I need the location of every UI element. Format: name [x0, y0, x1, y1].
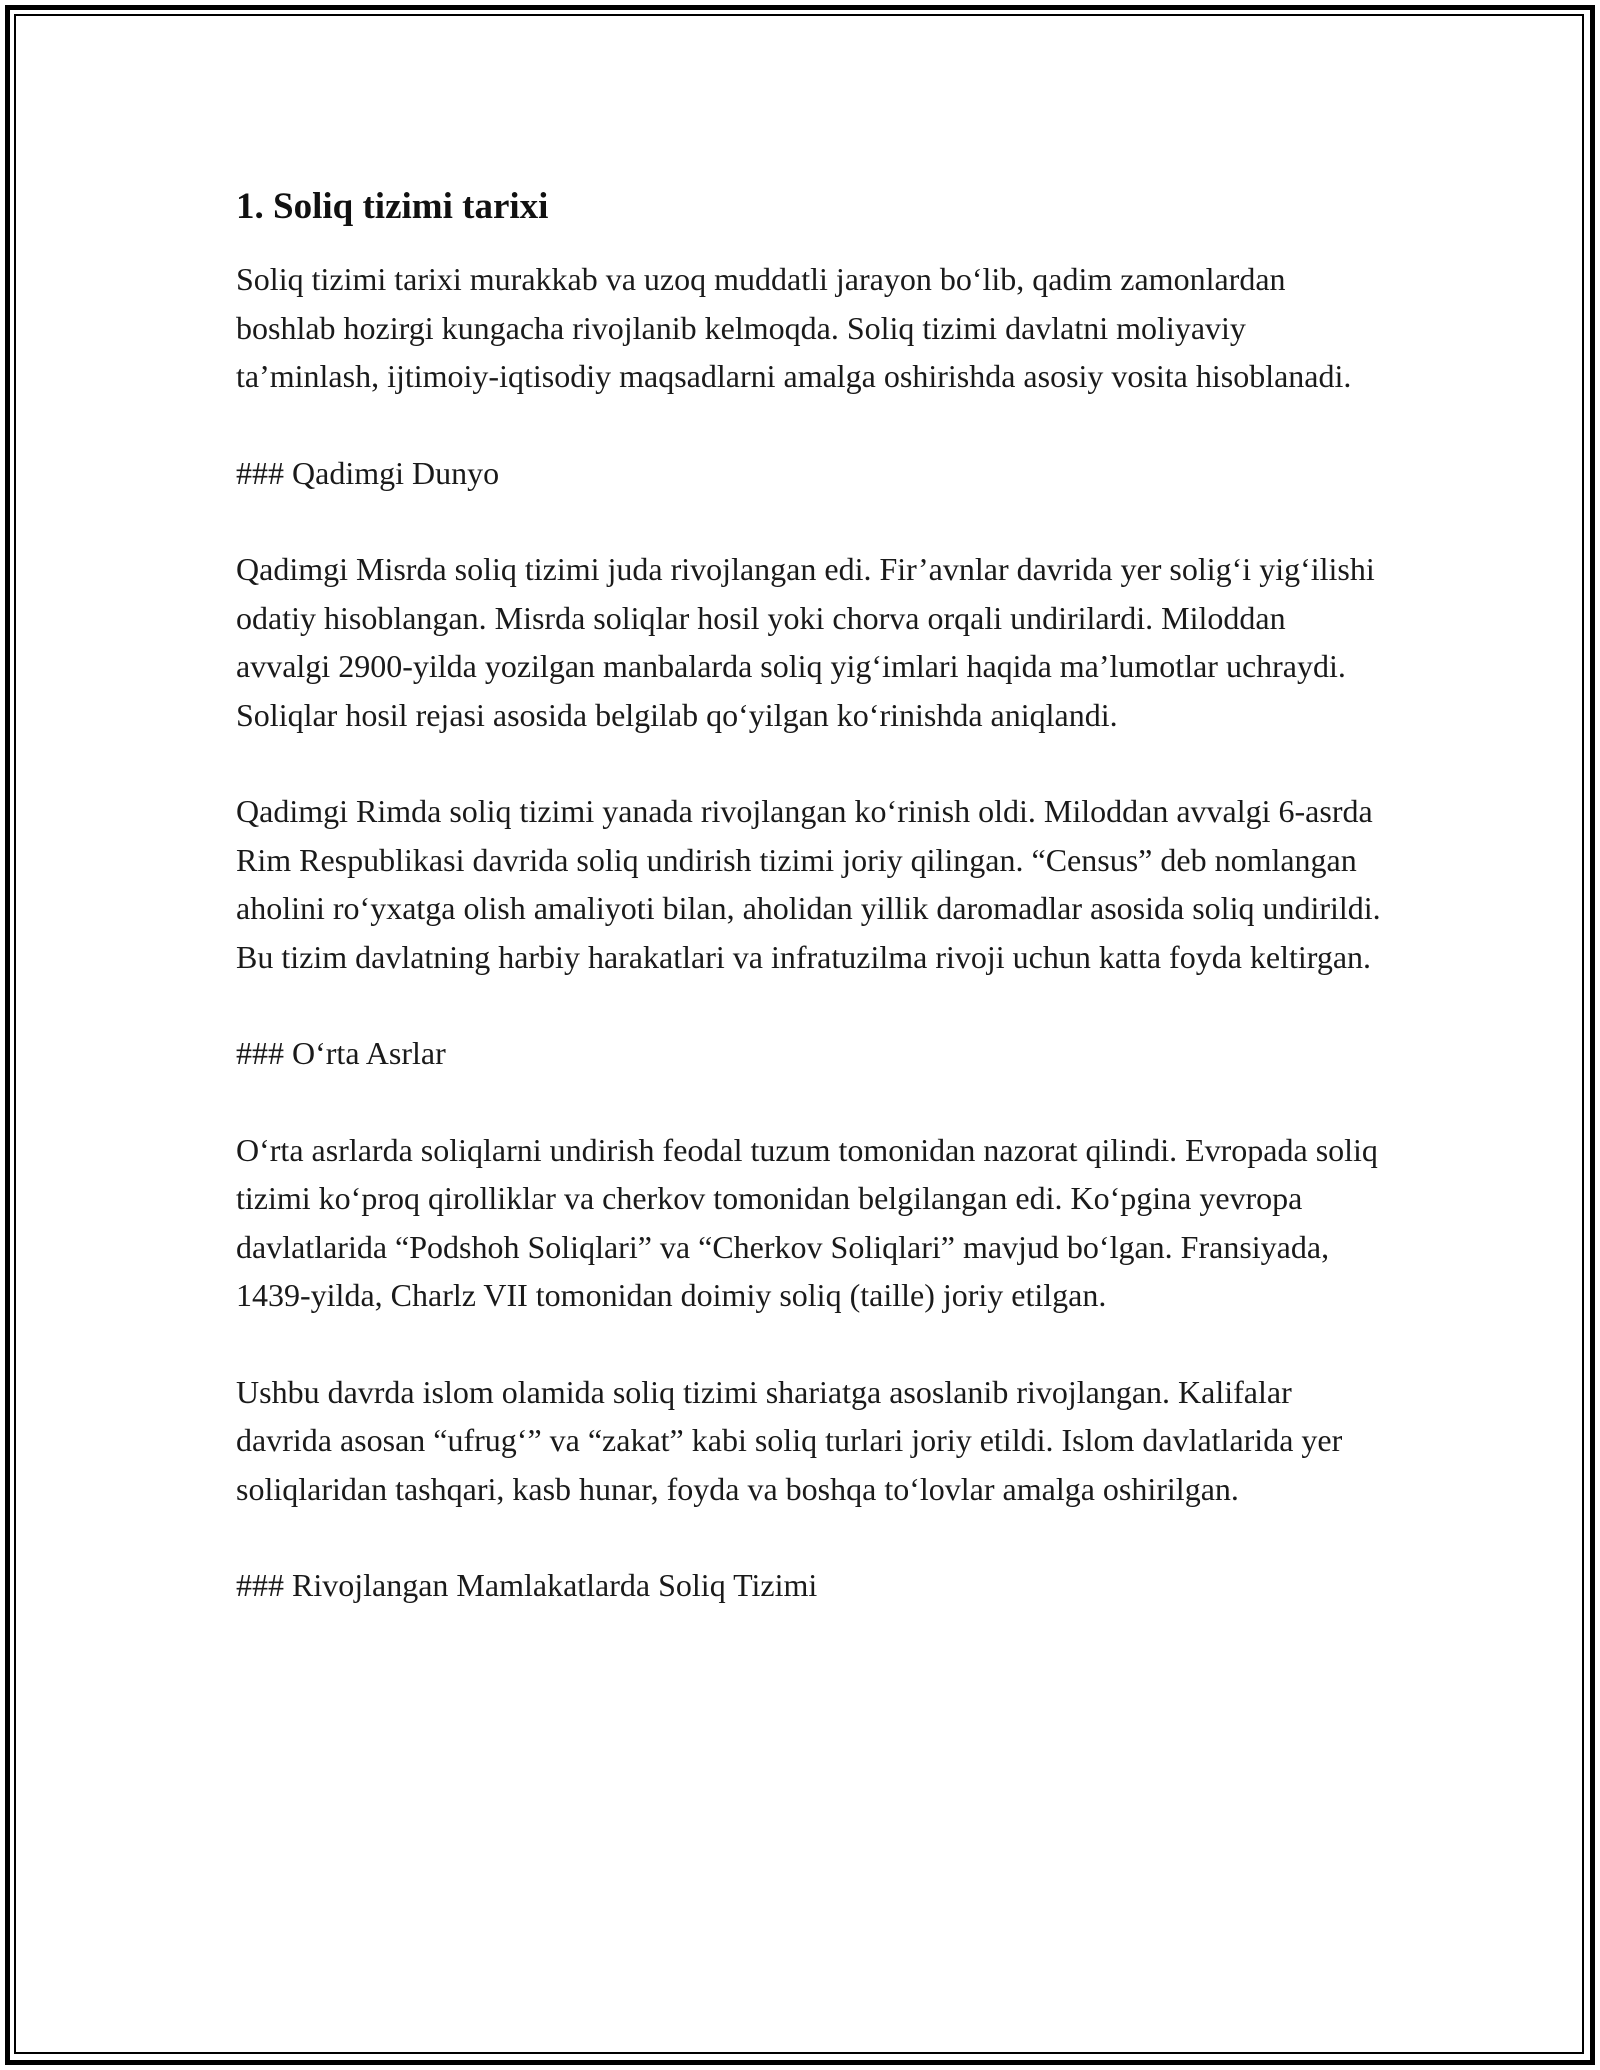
section-heading-rivojlangan-mamlakatlar: ### Rivojlangan Mamlakatlarda Soliq Tizimi: [236, 1567, 818, 1603]
section-heading-qadimgi-dunyo: ### Qadimgi Dunyo: [236, 454, 500, 491]
paragraph-misr: Qadimgi Misrda soliq tizimi juda rivojlangan edi. Fir’avnlar davrida yer solig‘i yig‘ilishi odatiy hisoblangan. Misrda soliqlar hosil yoki chorva orqali undirilardi. Miloddan avvalgi 2900-yilda yozilgan manbalarda soliq yig‘imlari haqida ma’lumotlar uchraydi. Soliqlar hosil rejasi asosida belgilab qo‘yilgan ko‘rinishda aniqlandi.: [236, 551, 1375, 733]
document-body: [236, 185, 1386, 1658]
paragraph-islom: Ushbu davrda islom olamida soliq tizimi shariatga asoslanib rivojlangan. Kalifalar davrida asosan “ufrug‘” va “zakat” kabi soliq turlari joriy etildi. Islom davlatlarida yer soliqlaridan tashqari, kasb hunar, foyda va boshqa to‘lovlar amalga oshirilgan.: [236, 1373, 1343, 1507]
paragraph-intro: Soliq tizimi tarixi murakkab va uzoq muddatli jarayon bo‘lib, qadim zamonlardan boshlab hozirgi kungacha rivojlanib kelmoqda. Soliq tizimi davlatni moliyaviy ta’minlash, ijtimoiy-iqtisodiy maqsadlarni amalga oshirishda asosiy vosita hisoblanadi.: [236, 261, 1352, 394]
section-heading-orta-asrlar: ### O‘rta Asrlar: [236, 1035, 446, 1071]
paragraph-rim: Qadimgi Rimda soliq tizimi yanada rivojlangan ko‘rinish oldi. Miloddan avvalgi 6-asrda Rim Respublikasi davrida soliq undirish tizimi joriy qilingan. “Census” deb nomlangan aholini ro‘yxatga olish amaliyoti bilan, aholidan yillik daromadlar asosida soliq undirildi. Bu tizim davlatning harbiy harakatlari va infratuzilma rivoji uchun katta foyda keltirgan.: [236, 793, 1381, 975]
paragraph-evropa: O‘rta asrlarda soliqlarni undirish feodal tuzum tomonidan nazorat qilindi. Evropada soliq tizimi ko‘proq qirolliklar va cherkov tomonidan belgilangan edi. Ko‘pgina yevropa davlatlarida “Podshoh Soliqlari” va “Cherkov Soliqlari” mavjud bo‘lgan. Fransiyada, 1439-yilda, Charlz VII tomonidan doimiy soliq (taille) joriy etilgan.: [236, 1131, 1378, 1313]
document-title: 1. Soliq tizimi tarixi: [236, 186, 549, 227]
